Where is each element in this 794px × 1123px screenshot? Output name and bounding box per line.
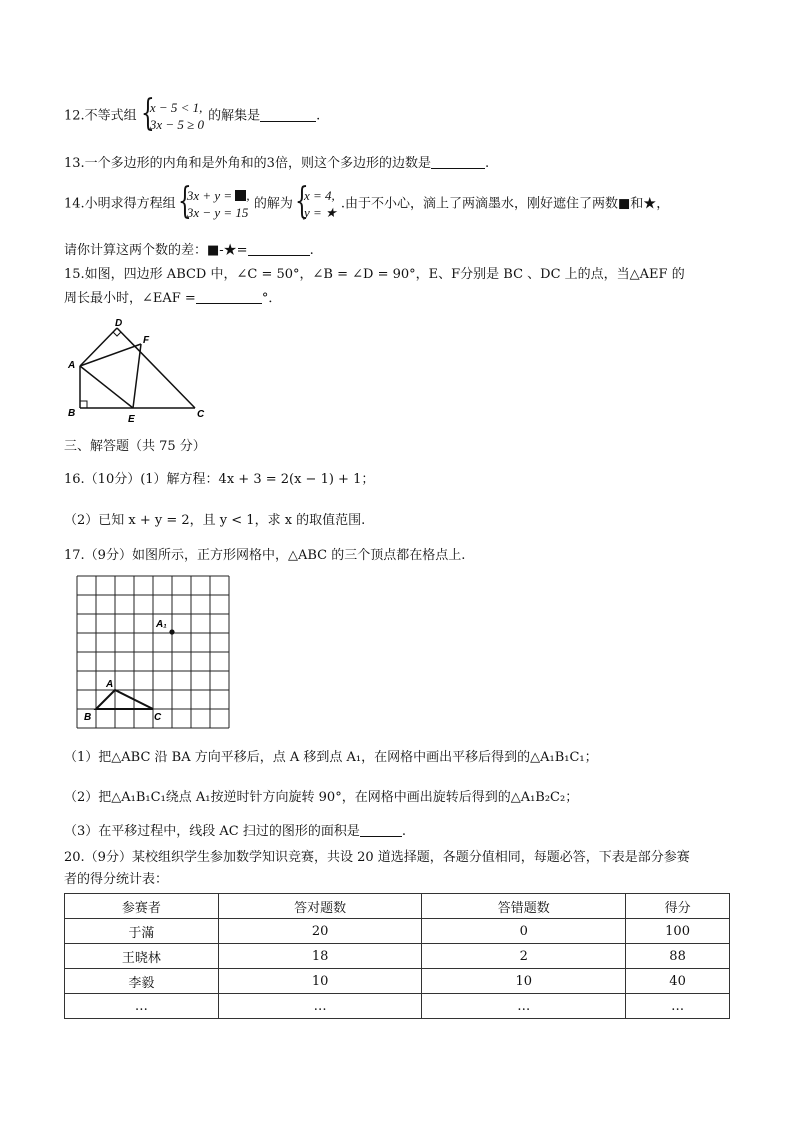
edge-ad [80,328,117,366]
table-cell: 18 [218,944,422,969]
q13: 13.一个多边形的内角和是外角和的3倍，则这个多边形的边数是 . [64,156,490,171]
label-a1: A₁ [156,619,167,630]
q12-line2: 3x − 5 ≥ 0 [149,117,205,132]
q12-system: { x − 5 < 1, 3x − 5 ≥ 0 [140,93,205,134]
q16-part2: （2）已知 x + y = 2，且 y < 1，求 x 的取值范围. [64,513,366,528]
q15-line2-prefix: 周长最小时，∠EAF = [64,291,196,306]
table-cell: 于滿 [65,919,219,944]
table-cell: … [626,994,730,1019]
q17-blank[interactable] [360,823,402,837]
score-table [64,893,730,1019]
q14-line2: 请你计算这两个数的差：■-★= . [64,243,314,258]
edge-ef [133,344,141,408]
q15-blank[interactable] [196,290,262,304]
table-row [65,944,730,969]
ink-square-icon [235,190,246,201]
table-row [65,919,730,944]
table-cell: … [422,994,626,1019]
label-d: D [115,318,123,329]
label-f: F [143,335,150,346]
q14-eq1: 3x + y = [186,188,236,203]
table-cell: 100 [626,919,730,944]
q20-line2: 者的得分统计表： [64,872,169,887]
q15-figure [62,316,212,428]
label-b: B [84,712,92,723]
table-cell: 88 [626,944,730,969]
q13-blank[interactable] [431,155,485,169]
label-a: A [68,360,76,371]
q17-grid-figure [74,572,234,732]
label-a: A [106,679,114,690]
q14-suffix: .由于不小心，滴上了两滴墨水，刚好遮住了两数■和★， [340,196,670,212]
q16-part1: 16.（10分）(1）解方程：4x + 3 = 2(x − 1) + 1； [64,472,375,487]
label-b: B [68,408,76,419]
q17-part1: （1）把△ABC 沿 BA 方向平移后，点 A 移到点 A₁，在网格中画出平移后得到的△A₁B₁C₁； [64,750,598,765]
q14-sol2: y = ★ [303,205,337,220]
table-cell: 40 [626,969,730,994]
table-header: 得分 [626,894,730,919]
edge-af [80,344,141,366]
edge-dc [117,328,195,408]
q20-line1: 20.（9分）某校组织学生参加数学知识竞赛，共设 20 道选择题，各题分值相同，每题必答，下表是部分参赛 [64,850,690,865]
q13-text: 13.一个多边形的内角和是外角和的3倍，则这个多边形的边数是 [64,156,431,171]
label-c: C [197,409,205,420]
table-row [65,994,730,1019]
table-cell: 10 [422,969,626,994]
table-cell: 2 [422,944,626,969]
table-header-row [65,894,730,919]
table-header: 参赛者 [65,894,219,919]
q17-part3: （3）在平移过程中，线段 AC 扫过的图形的面积是 . [64,824,407,839]
q17-part3-text: （3）在平移过程中，线段 AC 扫过的图形的面积是 [64,824,360,839]
table-cell: 0 [422,919,626,944]
triangle-abc [96,690,153,709]
q14-sol1: x = 4, [303,188,335,203]
q14-mid: 的解为 [253,196,293,212]
q12: 12.不等式组 { x − 5 < 1, 3x − 5 ≥ 0 的解集是 . [64,93,321,134]
label-c: C [154,712,162,723]
point-a1 [169,629,174,634]
table-cell: 王晓林 [65,944,219,969]
q15-line2 [64,290,281,308]
q14-prefix: 14.小明求得方程组 [64,196,176,212]
q14-solution: { x = 4, y = ★ [294,181,337,222]
q17-part2: （2）把△A₁B₁C₁绕点 A₁按逆时针方向旋转 90°，在网格中画出旋转后得到的△A₁B₂C₂； [64,790,579,805]
section3-title: 三、解答题（共 75 分） [64,439,206,454]
table-cell: 20 [218,919,422,944]
q14-system: { 3x + y = , 3x − y = 15 [177,181,250,222]
q12-prefix: 12.不等式组 [64,108,137,124]
q14 [64,181,670,222]
table-row [65,969,730,994]
q12-suffix: 的解集是 [208,108,261,124]
q14-line2-text: 请你计算这两个数的差：■-★= [64,243,248,258]
table-cell: … [218,994,422,1019]
q17-title: 17.（9分）如图所示，正方形网格中，△ABC 的三个顶点都在格点上. [64,548,466,563]
label-e: E [128,414,135,425]
table-cell: 李毅 [65,969,219,994]
q14-eq2: 3x − y = 15 [186,205,249,220]
q14-blank[interactable] [248,242,310,256]
edge-ae [80,366,133,408]
q12-blank[interactable] [260,108,316,122]
table-header: 答错题数 [422,894,626,919]
table-header: 答对题数 [218,894,422,919]
table-cell: 10 [218,969,422,994]
q15-line1: 15.如图，四边形 ABCD 中，∠C = 50°，∠B = ∠D = 90°，E、F分别是 BC 、DC 上的点，当△AEF 的 [64,267,685,282]
q15-line2-suffix: °． [261,291,282,306]
q12-line1: x − 5 < 1, [149,100,203,115]
table-cell: … [65,994,219,1019]
